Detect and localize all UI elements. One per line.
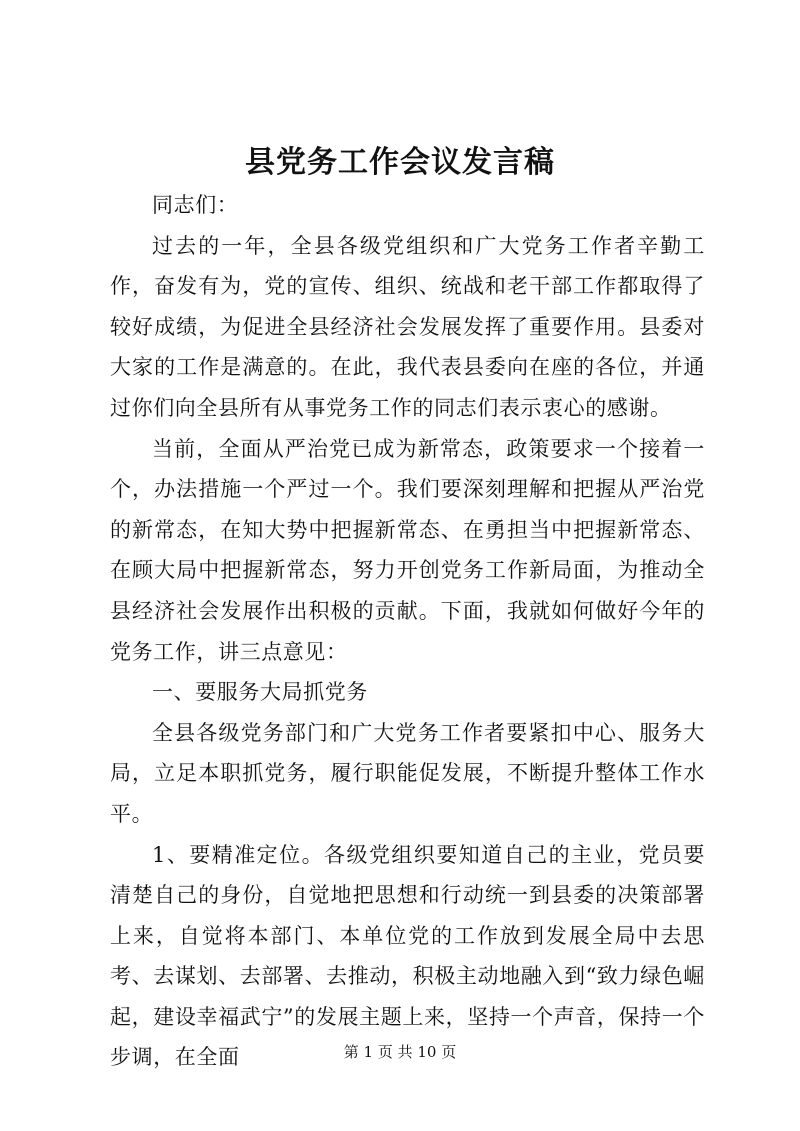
paragraph: 1、要精准定位。各级党组织要知道自己的主业，党员要清楚自己的身份，自觉地把思想和行动统一到县委的决策部署上来，自觉将本部门、本单位党的工作放到发展全局中去思考、去谋划、去部署、去推动，积极主动地融入到“致力绿色崛起，建设幸福武宁”的发展主题上来，坚持一个声音，保持一个步调，在全面 — [110, 842, 705, 1070]
paragraph: 全县各级党务部门和广大党务工作者要紧扣中心、服务大局，立足本职抓党务，履行职能促发展，不断提升整体工作水平。 — [110, 720, 705, 826]
paragraph: 过去的一年，全县各级党组织和广大党务工作者辛勤工作，奋发有为，党的宣传、组织、统战和老干部工作都取得了较好成绩，为促进全县经济社会发展发挥了重要作用。县委对大家的工作是满意的。在此，我代表县委向在座的各位，并通过你们向全县所有从事党务工作的同志们表示衷心的感谢。 — [110, 233, 705, 420]
document-body — [110, 185, 705, 1078]
page-number: 第 1 页 共 10 页 — [343, 1043, 457, 1061]
paragraph: 当前，全面从严治党已成为新常态，政策要求一个接着一个，办法措施一个严过一个。我们要深刻理解和把握从严治党的新常态，在知大势中把握新常态、在勇担当中把握新常态、在顾大局中把握新常态，努力开创党务工作新局面，为推动全县经济社会发展作出积极的贡献。下面，我就如何做好今年的党务工作，讲三点意见： — [110, 436, 705, 664]
salutation: 同志们： — [152, 193, 239, 217]
page-footer — [0, 1040, 800, 1064]
document-title: 县党务工作会议发言稿 — [245, 145, 555, 180]
section-heading: 一、要服务大局抓党务 — [152, 680, 368, 705]
